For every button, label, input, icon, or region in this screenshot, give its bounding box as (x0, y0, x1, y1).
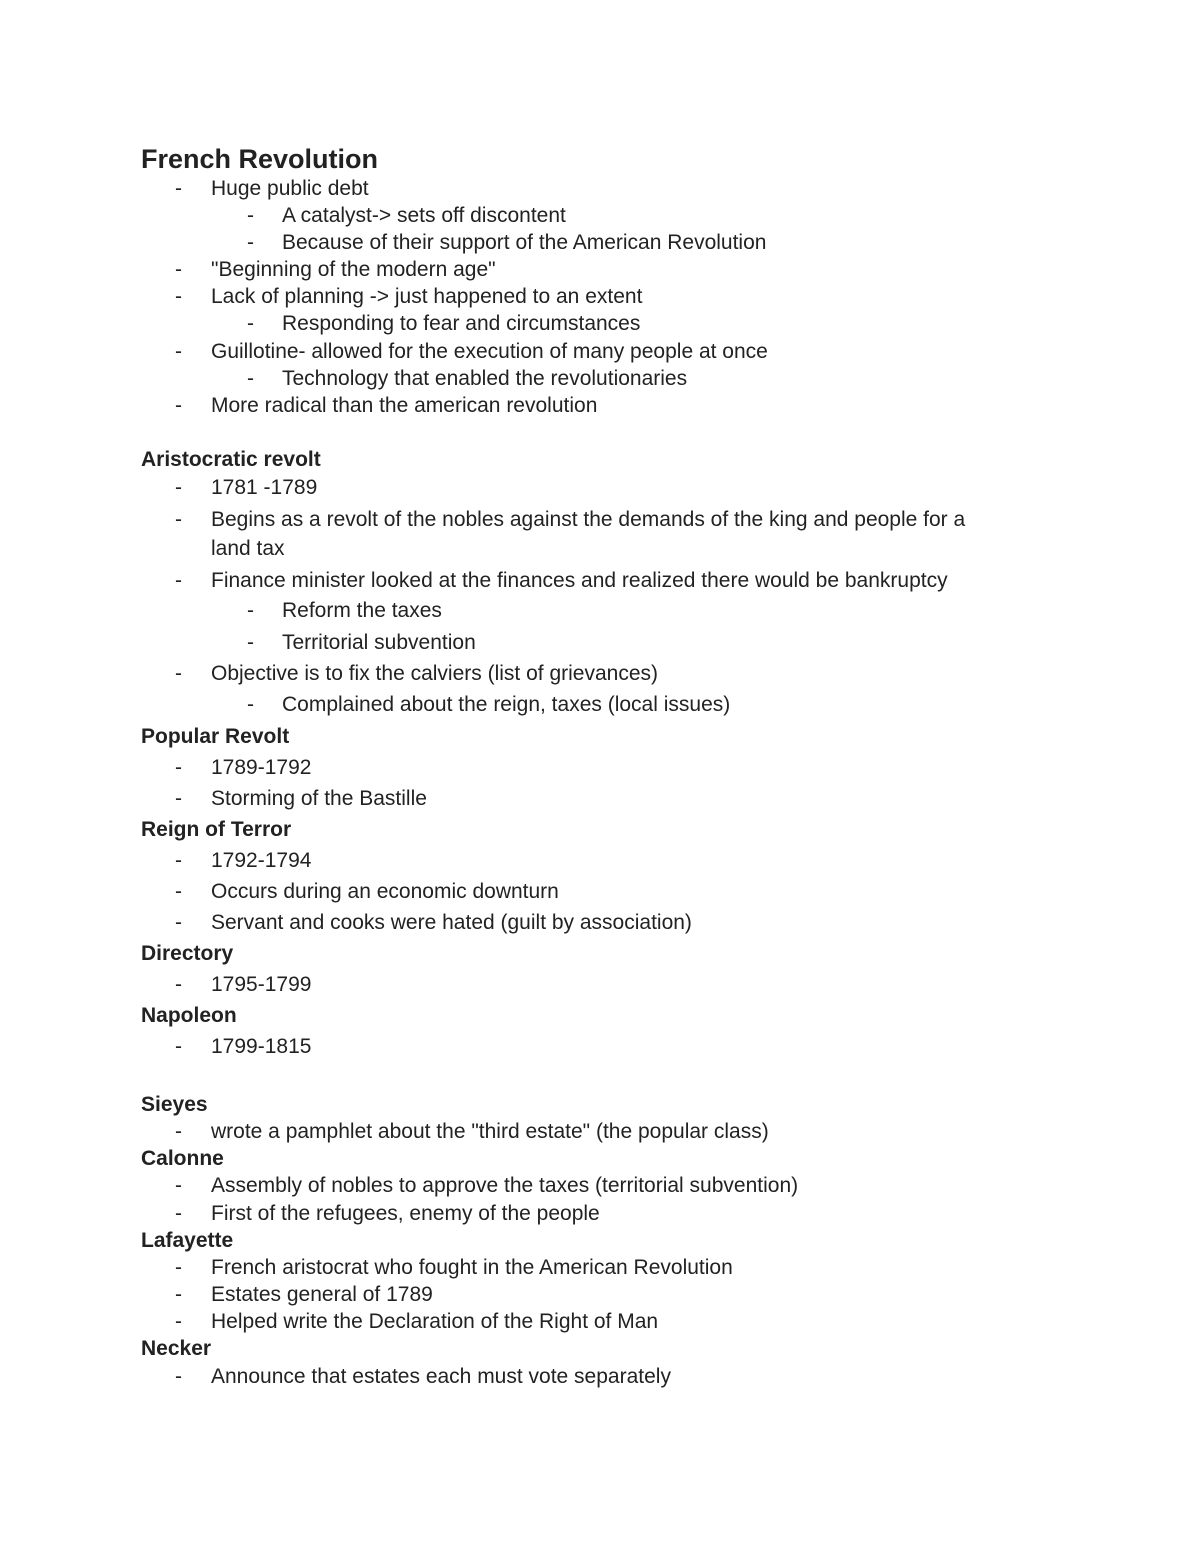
list-item: 1799-1815 (211, 1035, 312, 1058)
list-item: Technology that enabled the revolutionaries (282, 367, 688, 390)
list-item: Huge public debt (211, 177, 369, 200)
section-heading: Reign of Terror (141, 818, 292, 841)
list-bullet: - (247, 204, 254, 227)
list-item: Assembly of nobles to approve the taxes (territorial subvention) (211, 1174, 799, 1197)
list-bullet: - (175, 1256, 182, 1279)
section-heading: Aristocratic revolt (141, 448, 321, 471)
list-bullet: - (247, 599, 254, 622)
section-heading: Directory (141, 942, 234, 965)
section-heading: Napoleon (141, 1004, 237, 1027)
list-bullet: - (175, 911, 182, 934)
list-item: 1795-1799 (211, 973, 312, 996)
list-bullet: - (175, 849, 182, 872)
section-heading: Necker (141, 1337, 212, 1360)
list-bullet: - (247, 312, 254, 335)
list-item: Lack of planning -> just happened to an extent (211, 285, 643, 308)
list-item: More radical than the american revolution (211, 394, 598, 417)
list-item: First of the refugees, enemy of the people (211, 1202, 600, 1225)
list-item: French aristocrat who fought in the American Revolution (211, 1256, 733, 1279)
list-bullet: - (175, 1202, 182, 1225)
list-bullet: - (175, 285, 182, 308)
list-item: Finance minister looked at the finances and realized there would be bankruptcy (211, 569, 948, 592)
list-bullet: - (247, 367, 254, 390)
list-item: A catalyst-> sets off discontent (282, 204, 566, 227)
list-item: Because of their support of the American Revolution (282, 231, 767, 254)
list-bullet: - (175, 1283, 182, 1306)
list-item: wrote a pamphlet about the "third estate" (the popular class) (211, 1120, 769, 1143)
list-bullet: - (175, 569, 182, 592)
section-heading: Calonne (141, 1147, 224, 1170)
list-item: Estates general of 1789 (211, 1283, 433, 1306)
list-bullet: - (247, 631, 254, 654)
list-bullet: - (175, 787, 182, 810)
list-bullet: - (175, 662, 182, 685)
list-bullet: - (247, 231, 254, 254)
list-item: Guillotine- allowed for the execution of many people at once (211, 340, 768, 363)
list-bullet: - (175, 1174, 182, 1197)
document-title: French Revolution (141, 144, 379, 174)
list-bullet: - (175, 177, 182, 200)
list-item: Storming of the Bastille (211, 787, 427, 810)
list-item: Occurs during an economic downturn (211, 880, 559, 903)
list-item: Reform the taxes (282, 599, 442, 622)
list-bullet: - (175, 1035, 182, 1058)
list-bullet: - (175, 508, 182, 531)
list-bullet: - (175, 973, 182, 996)
list-item-continuation: land tax (211, 537, 285, 560)
section-heading: Sieyes (141, 1093, 208, 1116)
list-item: 1792-1794 (211, 849, 312, 872)
list-item: "Beginning of the modern age" (211, 258, 496, 281)
list-bullet: - (175, 258, 182, 281)
list-item: Servant and cooks were hated (guilt by association) (211, 911, 692, 934)
list-bullet: - (175, 880, 182, 903)
list-item: Helped write the Declaration of the Right of Man (211, 1310, 659, 1333)
section-heading: Lafayette (141, 1229, 234, 1252)
list-bullet: - (175, 340, 182, 363)
list-bullet: - (175, 476, 182, 499)
list-bullet: - (175, 394, 182, 417)
list-bullet: - (175, 1365, 182, 1388)
list-item: Objective is to fix the calviers (list of grievances) (211, 662, 658, 685)
list-bullet: - (175, 756, 182, 779)
list-bullet: - (175, 1310, 182, 1333)
list-item: Territorial subvention (282, 631, 476, 654)
list-item: 1781 -1789 (211, 476, 318, 499)
list-item: Responding to fear and circumstances (282, 312, 641, 335)
list-item: 1789-1792 (211, 756, 312, 779)
section-heading: Popular Revolt (141, 725, 290, 748)
list-item: Complained about the reign, taxes (local issues) (282, 693, 731, 716)
list-bullet: - (247, 693, 254, 716)
list-item: Announce that estates each must vote separately (211, 1365, 671, 1388)
list-bullet: - (175, 1120, 182, 1143)
list-item: Begins as a revolt of the nobles against the demands of the king and people for a (211, 508, 966, 531)
